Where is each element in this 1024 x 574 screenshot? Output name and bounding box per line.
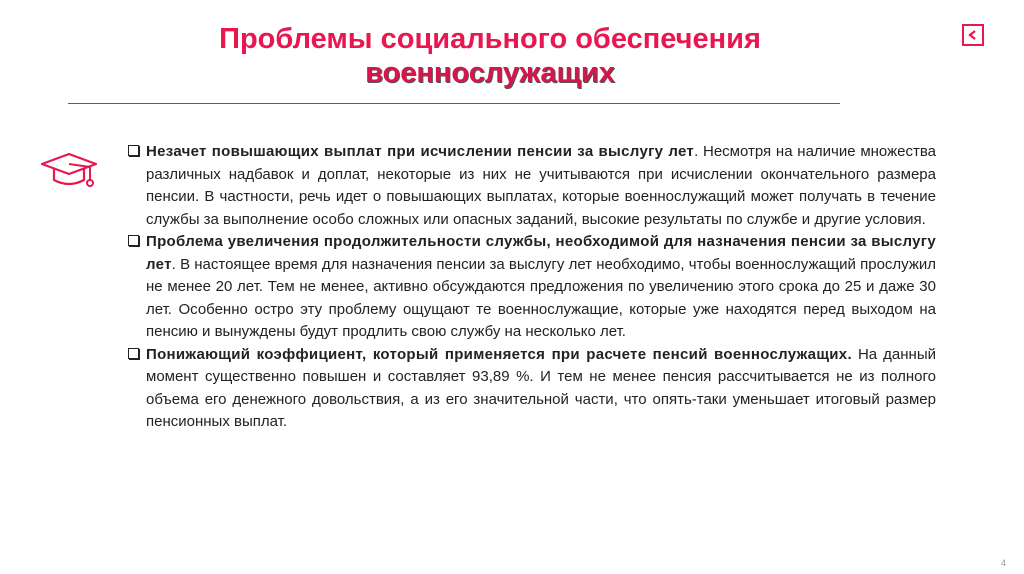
title-divider bbox=[68, 103, 840, 104]
graduation-cap-icon bbox=[40, 150, 98, 192]
list-item bbox=[128, 231, 936, 344]
list-item bbox=[128, 344, 936, 434]
title-line-2: военнослужащих bbox=[365, 57, 615, 89]
title-line-1: Проблемы социального обеспечения bbox=[219, 23, 761, 55]
page-title bbox=[0, 22, 980, 90]
page-number: 4 bbox=[1000, 558, 1006, 568]
item-lead: Незачет повышающих выплат при исчислении пенсии за выслугу лет bbox=[146, 143, 695, 160]
item-lead: Проблема увеличения продолжительности службы, необходимой для назначения пенсии за выслугу лет bbox=[146, 233, 936, 273]
checkbox-bullet-icon bbox=[128, 235, 139, 246]
back-arrow-icon bbox=[967, 29, 979, 41]
item-body: . В настоящее время для назначения пенсии за выслугу лет необходимо, чтобы военнослужащий прослужил не менее 20 лет. Тем не менее, активно обсуждаются предложения по увеличению этого срока до 25 и даже 30 лет. Особенно остро эту проблему ощущают те военнослужащие, которые уже находятся перед выходом на пенсию и вынуждены будут продлить свою службу на несколько лет. bbox=[146, 255, 936, 340]
checkbox-bullet-icon bbox=[128, 145, 139, 156]
checkbox-bullet-icon bbox=[128, 348, 139, 359]
item-body: На данный момент существенно повышен и составляет 93,89 %. И тем не менее пенсия рассчитывается не из полного объема его денежного довольствия, а из его значительной части, что опять-таки уменьшает итоговый размер пенсионных выплат. bbox=[146, 345, 936, 430]
list-item bbox=[128, 141, 936, 231]
back-button[interactable] bbox=[962, 24, 984, 46]
item-body: . Несмотря на наличие множества различных надбавок и доплат, некоторые из них не учитываются при исчислении окончательного размера пенсии. В частности, речь идет о повышающих выплатах, которые военнослужащий может получать в течение службы за выполнение особо сложных или опасных заданий, высокие результаты по службе и другие условия. bbox=[146, 143, 936, 228]
item-lead: Понижающий коэффициент, который применяется при расчете пенсий военнослужащих. bbox=[146, 345, 852, 363]
problems-list bbox=[128, 141, 936, 434]
